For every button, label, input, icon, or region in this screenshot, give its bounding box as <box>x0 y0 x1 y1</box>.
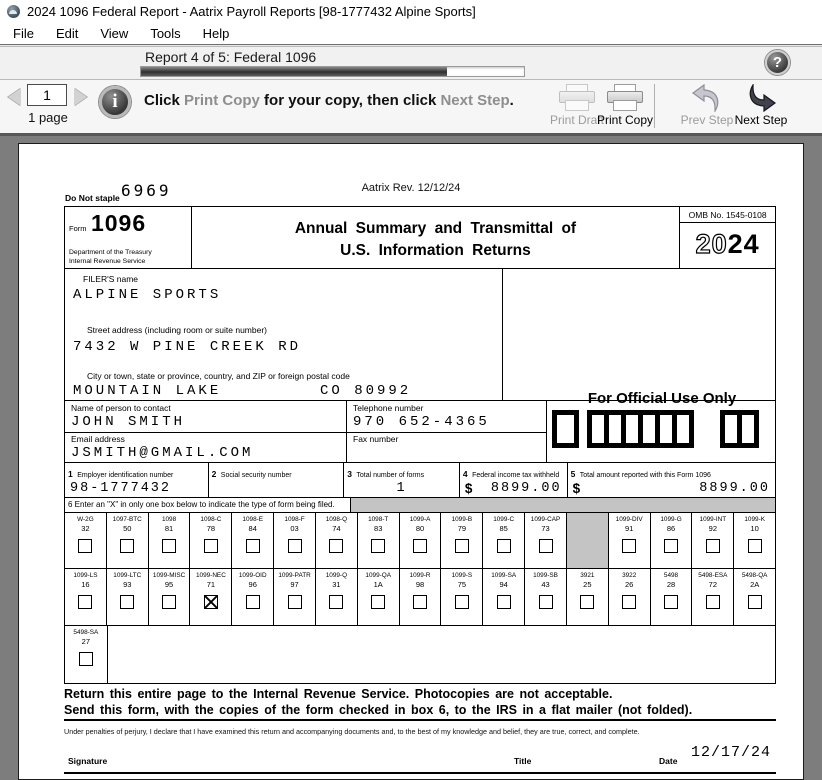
checkbox-1099-DIV <box>622 539 636 553</box>
field-1 <box>65 463 209 497</box>
form-type-code: 93 <box>123 580 132 589</box>
box6-shaded-area <box>351 498 775 512</box>
form-type-cell-1099-LS <box>65 569 107 625</box>
form-type-cell-1099-Q <box>316 569 358 625</box>
checkbox-1099-INT <box>706 539 720 553</box>
print-copy-label: Print Copy <box>596 113 654 127</box>
prev-page-icon[interactable] <box>8 88 21 106</box>
filer-name-label: FILER'S name <box>83 274 139 284</box>
fax-cell: Fax number <box>347 432 547 463</box>
instruction-part: . <box>509 92 514 109</box>
checkbox-5498-SA <box>79 652 93 666</box>
return-instruction-1: Return this entire page to the Internal Revenue Service. Photocopies are not acceptable. <box>64 687 613 701</box>
checkbox-1098-Q <box>329 539 343 553</box>
form-type-cell-1099-QA <box>358 569 400 625</box>
form-type-cell-1098 <box>149 513 191 568</box>
form-type-code: 32 <box>81 524 90 533</box>
instruction-message <box>144 92 514 109</box>
form-type-code: 43 <box>541 580 550 589</box>
form-type-name: 1099-DIV <box>615 516 643 523</box>
progress-bar <box>140 66 525 77</box>
department-lines: Department of the Treasury Internal Revenue Service <box>69 249 152 265</box>
field-number: 4 <box>462 469 468 479</box>
checkbox-1098-C <box>204 539 218 553</box>
form-type-code: 83 <box>374 524 383 533</box>
prev-step-icon <box>692 84 722 112</box>
contact-divider <box>65 432 547 433</box>
form-type-name: 1099-R <box>409 572 431 579</box>
checkbox-1098-E <box>246 539 260 553</box>
contact-name-value: JOHN SMITH <box>71 414 186 430</box>
form-type-code: 80 <box>415 524 425 533</box>
form-type-name: 1099-G <box>660 516 682 523</box>
form-type-code: 31 <box>332 580 341 589</box>
form-type-row-3 <box>65 626 775 683</box>
form-type-code: 96 <box>248 580 257 589</box>
page-number-input[interactable] <box>27 84 67 106</box>
form-type-code: 85 <box>499 524 508 533</box>
form-type-code: 95 <box>164 580 174 589</box>
form-type-name: 1099-MISC <box>152 572 186 579</box>
form-type-name: 1098-T <box>368 516 389 523</box>
form-type-code: 72 <box>708 580 717 589</box>
form-type-cell-3921 <box>567 569 609 625</box>
form-type-code: 84 <box>248 524 257 533</box>
checkbox-1099-K <box>748 539 762 553</box>
form-type-cell-1099-DIV <box>609 513 651 568</box>
email-cell: Email address JSMITH@GMAIL.COM <box>65 432 347 463</box>
form-type-name: 3922 <box>622 572 637 579</box>
form-type-name: 1099-C <box>493 516 515 523</box>
numbered-fields-row <box>65 463 775 498</box>
form-type-cell-1099-R <box>400 569 442 625</box>
checkbox-1099-OID <box>246 595 260 609</box>
signature-label: Signature <box>68 756 108 766</box>
print-copy-button[interactable] <box>594 82 656 127</box>
form-type-name: 3921 <box>580 572 595 579</box>
info-icon: i <box>99 86 131 118</box>
form-type-name: 1098-C <box>200 516 222 523</box>
official-use-boxes <box>552 410 759 448</box>
checkbox-1099-SA <box>497 595 511 609</box>
scan-code: 6969 <box>121 181 172 200</box>
checkbox-3921 <box>580 595 594 609</box>
form-type-cell-1099-PATR <box>274 569 316 625</box>
form-type-code: 92 <box>708 524 717 533</box>
title-bar <box>0 0 822 22</box>
fax-value <box>347 444 546 445</box>
form-type-cell-1098-C <box>190 513 232 568</box>
page-count-label: 1 page <box>28 110 68 125</box>
filer-block <box>65 269 775 401</box>
form-type-code: 28 <box>666 580 676 589</box>
form-type-name: 1099-Q <box>325 572 348 579</box>
footer-divider <box>64 719 776 721</box>
checkbox-5498-QA <box>748 595 762 609</box>
document-area <box>0 136 822 780</box>
field-value: $ 8899.00 <box>572 481 770 496</box>
field-value: $ 8899.00 <box>464 481 562 496</box>
report-progress-label: Report 4 of 5: Federal 1096 <box>145 49 317 65</box>
field-number: 5 <box>570 469 576 479</box>
form-type-code: 25 <box>583 580 592 589</box>
checkbox-1099-B <box>455 539 469 553</box>
form-type-code: 91 <box>625 524 634 533</box>
form-type-cell-1099-A <box>400 513 442 568</box>
form-type-code: 81 <box>164 524 174 533</box>
form-type-code: 16 <box>81 580 90 589</box>
form-type-code: 94 <box>499 580 508 589</box>
email-value: JSMITH@GMAIL.COM <box>71 445 254 461</box>
field-3 <box>344 463 460 497</box>
form-type-cell-1099-LTC <box>107 569 149 625</box>
form-type-name: 1099-LS <box>73 572 98 579</box>
form-type-cell-1097-BTC <box>107 513 149 568</box>
form-number: 1096 <box>90 210 147 236</box>
prev-step-label: Prev Step <box>680 113 734 127</box>
form-type-cell-W-2G <box>65 513 107 568</box>
form-number-box <box>65 207 192 268</box>
form-type-cell-1099-INT <box>692 513 734 568</box>
checkbox-1098-F <box>288 539 302 553</box>
instruction-part: Print Copy <box>184 92 260 109</box>
form-type-name: 1099-B <box>451 516 473 523</box>
help-button[interactable]: ? <box>765 50 790 75</box>
official-use-box <box>672 410 694 448</box>
form-type-name: 1099-K <box>744 516 765 523</box>
checkbox-1099-Q <box>329 595 343 609</box>
menu-item-edit[interactable]: Edit <box>55 25 79 41</box>
form-type-code: 03 <box>290 524 299 533</box>
form-type-name: 1099-A <box>409 516 431 523</box>
menu-item-view[interactable]: View <box>100 25 129 41</box>
street-label: Street address (including room or suite number) <box>87 325 267 335</box>
checkbox-1099-NEC <box>204 595 218 609</box>
form-page <box>18 143 804 780</box>
form-type-name: 1097-BTC <box>112 516 142 523</box>
form-type-code: 2A <box>750 580 760 589</box>
checkbox-1099-S <box>455 595 469 609</box>
instruction-part: Click <box>144 92 185 109</box>
checkbox-1099-C <box>497 539 511 553</box>
form-type-code: 71 <box>206 580 216 589</box>
checkbox-1099-LS <box>78 595 92 609</box>
print-draft-icon <box>558 84 596 112</box>
field-label: Total number of forms <box>356 472 425 479</box>
form-type-name: 5498-SA <box>73 629 99 636</box>
form-type-name: W-2G <box>77 516 94 523</box>
official-use-label: For Official Use Only <box>587 390 737 407</box>
form-type-cell-5498-QA <box>734 569 775 625</box>
form-type-cell-1099-SB <box>525 569 567 625</box>
form-type-name: 1098-E <box>242 516 264 523</box>
form-type-cell-5498-ESA <box>692 569 734 625</box>
checkbox-1099-PATR <box>288 595 302 609</box>
instruction-part: for your copy, then click <box>259 92 441 109</box>
toolbar-separator <box>654 84 655 128</box>
checkbox-W-2G <box>78 539 92 553</box>
form-type-name: 1099-OID <box>238 572 267 579</box>
print-draft-label: Print Draft <box>549 113 604 127</box>
form-type-code: 1A <box>373 580 383 589</box>
form-header-row <box>65 207 775 269</box>
form-type-name: 1099-PATR <box>278 572 311 579</box>
form-type-code: 50 <box>123 524 132 533</box>
form-type-cell-1098-T <box>358 513 400 568</box>
field-label: Employer identification number <box>77 472 174 479</box>
form-type-cell-1099-OID <box>232 569 274 625</box>
form-type-name: 1099-QA <box>365 572 391 579</box>
checkbox-1098-T <box>371 539 385 553</box>
form-type-row-2 <box>65 569 775 626</box>
official-use-box <box>737 410 759 448</box>
form-type-name: 1099-LTC <box>113 572 142 579</box>
form-type-code: 78 <box>206 524 216 533</box>
form-type-cell-1099-K <box>734 513 775 568</box>
official-use-box <box>552 410 579 448</box>
form-type-cell-1099-NEC <box>190 569 232 625</box>
form-type-name: 1099-SA <box>491 572 517 579</box>
form-type-cell-1099-S <box>441 569 483 625</box>
form-type-cell-3922 <box>609 569 651 625</box>
field-number: 2 <box>211 469 217 479</box>
checkbox-5498 <box>664 595 678 609</box>
checkbox-1099-R <box>413 595 427 609</box>
checkbox-1099-SB <box>539 595 553 609</box>
signature-line <box>64 772 776 774</box>
form-1096 <box>64 206 776 684</box>
city-label: City or town, state or province, country, and ZIP or foreign postal code <box>87 371 350 381</box>
toolbar <box>0 80 822 136</box>
phone-cell: Telephone number 970 652-4365 <box>347 401 547 432</box>
omb-box <box>680 207 775 268</box>
form-type-cell-1098-F <box>274 513 316 568</box>
next-step-button[interactable] <box>730 82 792 127</box>
checkbox-1099-CAP <box>539 539 553 553</box>
checkbox-1099-MISC <box>162 595 176 609</box>
street-value: 7432 W PINE CREEK RD <box>73 339 302 355</box>
instruction-part: Next Step <box>440 92 510 109</box>
form-type-name: 1099-INT <box>699 516 727 523</box>
form-type-code: 74 <box>332 524 341 533</box>
filer-divider <box>502 269 503 400</box>
field-value: 98-1777432 <box>70 481 172 496</box>
form-type-cell-1098-E <box>232 513 274 568</box>
checkbox-5498-ESA <box>706 595 720 609</box>
prev-step-button[interactable] <box>676 82 738 127</box>
next-step-icon <box>746 84 776 112</box>
form-type-name: 1099-S <box>451 572 473 579</box>
form-type-cell-1099-MISC <box>149 569 191 625</box>
menu-item-file[interactable]: File <box>13 25 34 41</box>
form-type-name: 5498 <box>663 572 679 579</box>
perjury-statement: Under penalties of perjury, I declare that I have examined this return and accompanying documents and, to the best of my knowledge and belief, they are true, correct, and complete. <box>64 727 640 736</box>
form-type-code: 10 <box>750 524 759 533</box>
checkbox-1098 <box>162 539 176 553</box>
menu-bar <box>0 22 822 44</box>
progress-fill <box>141 67 447 76</box>
field-number: 1 <box>68 469 73 479</box>
form-type-code: 73 <box>541 524 550 533</box>
app-logo-icon <box>7 5 20 18</box>
form-type-code: 97 <box>290 580 299 589</box>
aatrix-rev-note: Aatrix Rev. 12/12/24 <box>361 182 461 194</box>
form-type-code: 98 <box>415 580 425 589</box>
field-label: Total amount reported with this Form 1096 <box>579 472 711 479</box>
form-type-row-1 <box>65 513 775 569</box>
form-type-cell-5498-SA <box>65 626 108 683</box>
official-use-box-group <box>587 410 694 448</box>
next-step-label: Next Step <box>734 113 788 127</box>
checkbox-3922 <box>622 595 636 609</box>
do-not-staple-label: Do Not staple <box>65 193 120 203</box>
title-label: Title <box>514 756 532 766</box>
form-type-name: 1099-SB <box>533 572 558 579</box>
checkbox-1099-G <box>664 539 678 553</box>
form-type-cell-1099-SA <box>483 569 525 625</box>
phone-value: 970 652-4365 <box>353 414 490 430</box>
field-label: Federal income tax withheld <box>472 472 560 479</box>
filer-name-value: ALPINE SPORTS <box>73 287 222 303</box>
form-type-name: 5498-QA <box>741 572 768 579</box>
form-word: Form <box>69 224 87 233</box>
field-5 <box>568 463 775 497</box>
empty-grid-area <box>108 626 775 683</box>
field-value: 1 <box>396 481 407 496</box>
form-type-code: 75 <box>457 580 467 589</box>
form-type-code: 79 <box>457 524 467 533</box>
form-type-cell-1099-G <box>651 513 693 568</box>
box6-row <box>65 498 775 513</box>
field-2 <box>209 463 345 497</box>
city-value: MOUNTAIN LAKE <box>73 383 222 399</box>
window-title: 2024 1096 Federal Report - Aatrix Payroll Reports [98-1777432 Alpine Sports] <box>27 3 476 19</box>
form-type-cell-1099-B <box>441 513 483 568</box>
date-value: 12/17/24 <box>691 744 772 761</box>
box6-instruction: 6 Enter an "X" in only one box below to indicate the type of form being filed. <box>65 498 351 512</box>
state-zip-value: CO 80992 <box>320 383 412 399</box>
menu-item-tools[interactable]: Tools <box>150 25 181 41</box>
form-type-cell-1099-CAP <box>525 513 567 568</box>
form-type-name: 1098 <box>161 516 177 523</box>
form-type-code: 26 <box>625 580 634 589</box>
omb-number: OMB No. 1545-0108 <box>680 207 775 223</box>
form-type-code: 86 <box>666 524 676 533</box>
official-use-box-group <box>720 410 759 448</box>
form-type-name: 1098-Q <box>325 516 348 523</box>
official-use-box-group <box>552 410 579 448</box>
print-copy-icon <box>606 84 644 112</box>
checkbox-1097-BTC <box>120 539 134 553</box>
return-instruction-2: Send this form, with the copies of the form checked in box 6, to the IRS in a flat mailer (not folded). <box>64 703 693 717</box>
checkbox-1099-A <box>413 539 427 553</box>
status-bar <box>0 46 822 80</box>
shaded-cell <box>567 513 609 568</box>
form-type-name: 5498-ESA <box>698 572 728 579</box>
checkbox-1099-QA <box>371 595 385 609</box>
tax-year: 2024 <box>695 229 760 259</box>
form-type-name: 1098-F <box>284 516 305 523</box>
field-number: 3 <box>347 469 352 479</box>
date-label: Date <box>659 756 678 766</box>
form-type-code: 27 <box>81 637 91 646</box>
checkbox-1099-LTC <box>120 595 134 609</box>
contact-name-cell: Name of person to contact JOHN SMITH <box>65 401 347 432</box>
form-title: Annual Summary and Transmittal of U.S. Information Returns <box>192 207 681 268</box>
form-type-name: 1099-CAP <box>530 516 561 523</box>
next-page-icon[interactable] <box>74 88 87 106</box>
field-label: Social security number <box>220 472 292 479</box>
form-type-cell-1099-C <box>483 513 525 568</box>
field-4 <box>460 463 568 497</box>
form-type-name: 1099-NEC <box>195 572 226 579</box>
form-type-cell-5498 <box>651 569 693 625</box>
menu-item-help[interactable]: Help <box>202 25 230 41</box>
form-type-cell-1098-Q <box>316 513 358 568</box>
